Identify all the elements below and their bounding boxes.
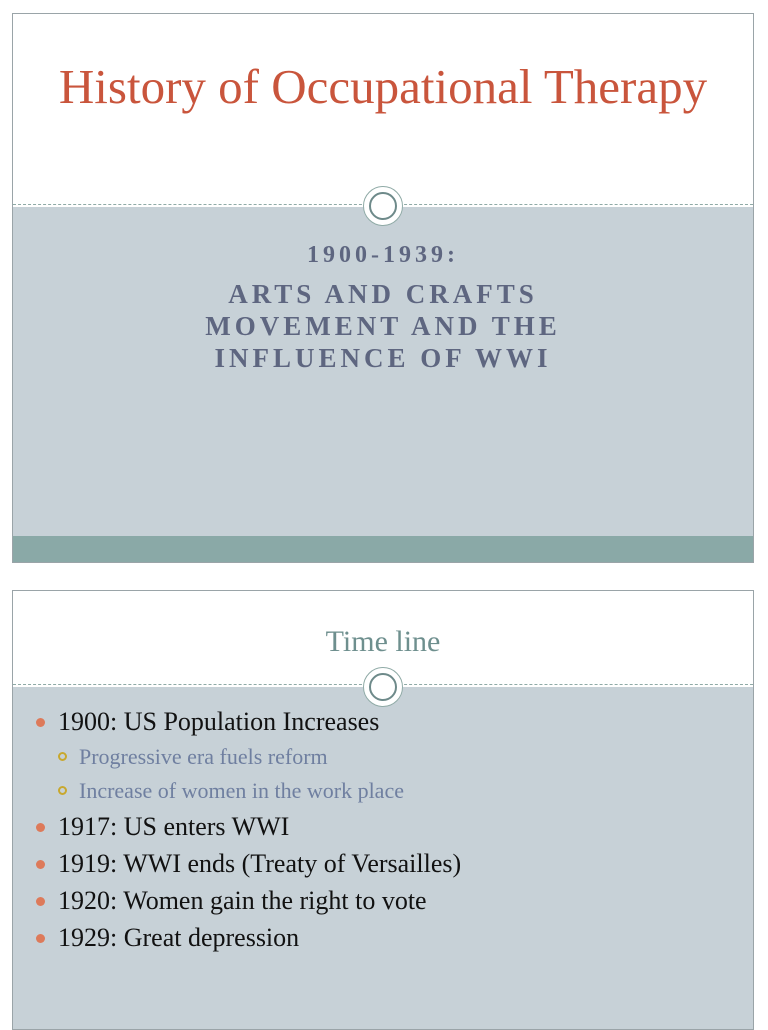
list-item: 1929: Great depression bbox=[13, 921, 461, 955]
ring-ornament-icon bbox=[363, 186, 403, 226]
title-area bbox=[13, 14, 753, 206]
list-item: 1900: US Population Increases bbox=[13, 705, 461, 739]
slide-title: Time line bbox=[325, 625, 441, 658]
subtitle-area bbox=[13, 207, 753, 538]
content-area bbox=[13, 687, 753, 1029]
timeline-slide bbox=[12, 590, 754, 1030]
slide-title: History of Occupational Therapy bbox=[58, 59, 708, 114]
timeline-list bbox=[13, 705, 461, 958]
sub-list-item: Progressive era fuels reform bbox=[13, 742, 461, 772]
list-item: 1919: WWI ends (Treaty of Versailles) bbox=[13, 847, 461, 881]
footer-band bbox=[13, 536, 753, 562]
title-slide bbox=[12, 13, 754, 563]
ring-ornament-icon bbox=[363, 667, 403, 707]
sub-list-item: Increase of women in the work place bbox=[13, 776, 461, 806]
subtitle-dates: 1900-1939: bbox=[307, 242, 459, 268]
subtitle-topic: ARTS AND CRAFTS MOVEMENT AND THE INFLUENCE OF WWI bbox=[205, 279, 561, 373]
list-item: 1917: US enters WWI bbox=[13, 810, 461, 844]
subtitle bbox=[13, 240, 753, 374]
list-item: 1920: Women gain the right to vote bbox=[13, 884, 461, 918]
